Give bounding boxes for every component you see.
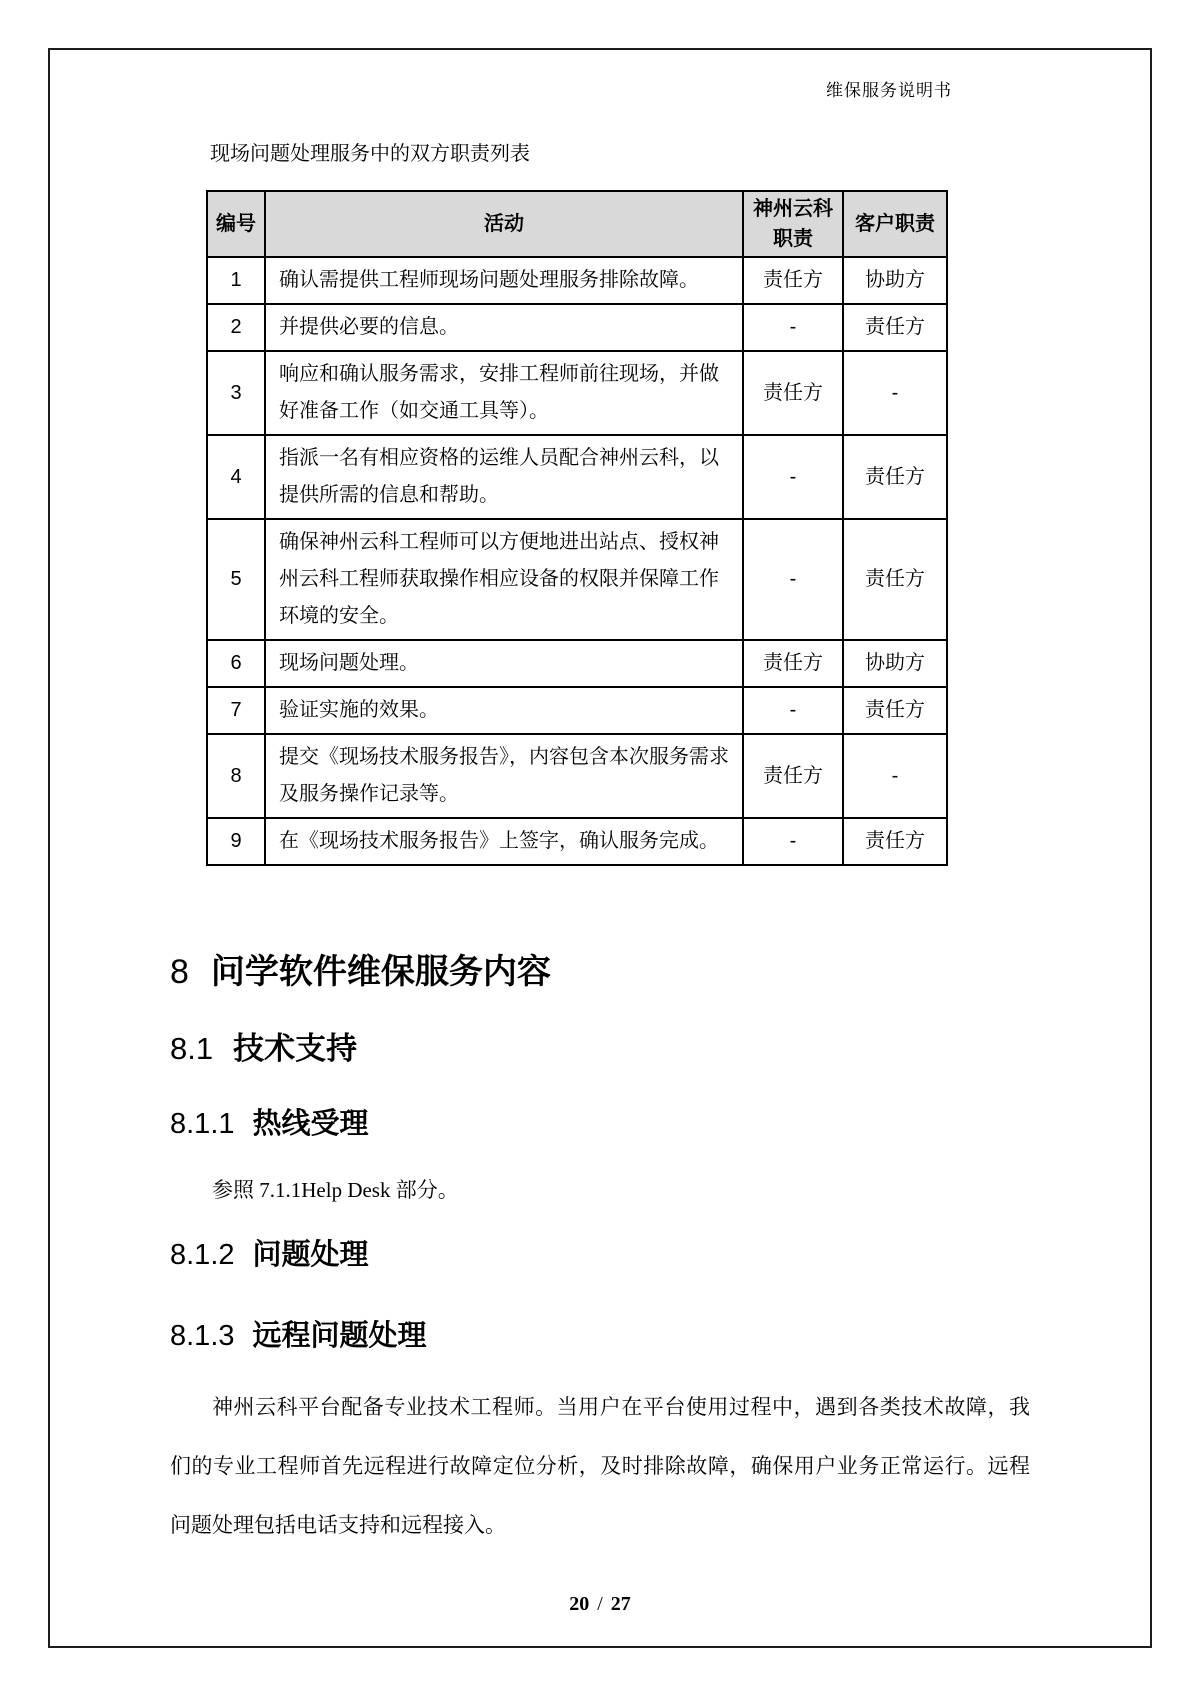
section-title: 问学软件维保服务内容 [210,953,551,991]
section-heading-8-1-3 [170,1313,1030,1354]
column-header-activity: 活动 [265,191,743,257]
row-id-cell: 7 [207,687,265,734]
section-title: 问题处理 [252,1239,369,1271]
column-header-customer: 客户职责 [843,191,947,257]
activity-cell: 确认需提供工程师现场问题处理服务排除故障。 [265,257,743,304]
activity-cell: 指派一名有相应资格的运维人员配合神州云科，以提供所需的信息和帮助。 [265,435,743,519]
section-heading-8 [170,944,1030,993]
customer-role-cell: 责任方 [843,687,947,734]
dsck-role-cell: - [743,435,843,519]
table-header-row [207,191,947,257]
table-row [207,687,947,734]
total-page-count: 27 [610,1593,631,1615]
table-caption: 现场问题处理服务中的双方职责列表 [210,143,530,165]
table-body [207,257,947,865]
row-id-cell: 3 [207,351,265,435]
table-row [207,257,947,304]
page-number-separator: / [597,1593,603,1615]
activity-cell: 提交《现场技术服务报告》，内容包含本次服务需求及服务操作记录等。 [265,734,743,818]
row-id-cell: 4 [207,435,265,519]
section-heading-8-1-1 [170,1101,1030,1142]
customer-role-cell: 责任方 [843,435,947,519]
section-number: 8.1.1 [170,1108,235,1140]
dsck-role-cell: - [743,304,843,351]
section-number: 8.1.2 [170,1239,235,1271]
table-row [207,640,947,687]
table-row [207,351,947,435]
dsck-role-cell: - [743,818,843,865]
row-id-cell: 1 [207,257,265,304]
customer-role-cell: 责任方 [843,519,947,640]
row-id-cell: 8 [207,734,265,818]
activity-cell: 并提供必要的信息。 [265,304,743,351]
row-id-cell: 2 [207,304,265,351]
body-paragraph: 神州云科平台配备专业技术工程师。当用户在平台使用过程中，遇到各类技术故障，我们的专业工程师首先远程进行故障定位分析，及时排除故障，确保用户业务正常运行。远程问题处理包括电话支持和远程接入。 [170,1396,1030,1537]
activity-cell: 验证实施的效果。 [265,687,743,734]
activity-cell: 确保神州云科工程师可以方便地进出站点、授权神州云科工程师获取操作相应设备的权限并保障工作环境的安全。 [265,519,743,640]
dsck-role-cell: 责任方 [743,257,843,304]
customer-role-cell: 责任方 [843,818,947,865]
reference-paragraph: 参照 7.1.1Help Desk 部分。 [212,1178,459,1202]
page-number-footer [50,1593,1150,1616]
responsibility-table [206,190,948,866]
row-id-cell: 9 [207,818,265,865]
activity-cell: 现场问题处理。 [265,640,743,687]
customer-role-cell: - [843,351,947,435]
dsck-role-cell: 责任方 [743,734,843,818]
customer-role-cell: 协助方 [843,257,947,304]
table-row [207,818,947,865]
column-header-dsck-line1: 神州云科 [753,198,833,220]
table-row [207,435,947,519]
customer-role-cell: - [843,734,947,818]
section-number: 8.1 [170,1031,214,1066]
table-row [207,519,947,640]
customer-role-cell: 责任方 [843,304,947,351]
column-header-dsck [743,191,843,257]
section-title: 远程问题处理 [252,1320,427,1352]
dsck-role-cell: 责任方 [743,640,843,687]
section-title: 技术支持 [233,1031,358,1066]
table-row [207,304,947,351]
activity-cell: 响应和确认服务需求，安排工程师前往现场，并做好准备工作（如交通工具等）。 [265,351,743,435]
dsck-role-cell: - [743,687,843,734]
section-number: 8.1.3 [170,1320,235,1352]
column-header-id: 编号 [207,191,265,257]
row-id-cell: 6 [207,640,265,687]
document-header-title: 维保服务说明书 [826,81,952,100]
activity-cell: 在《现场技术服务报告》上签字，确认服务完成。 [265,818,743,865]
section-heading-8-1-2 [170,1232,1030,1273]
page-border [48,48,1152,1648]
column-header-dsck-line2: 职责 [773,228,813,250]
section-heading-8-1 [170,1023,1030,1068]
dsck-role-cell: - [743,519,843,640]
dsck-role-cell: 责任方 [743,351,843,435]
page-content [50,50,1150,1646]
section-number: 8 [170,953,189,991]
current-page-number: 20 [569,1593,590,1615]
table-row [207,734,947,818]
section-title: 热线受理 [252,1108,369,1140]
row-id-cell: 5 [207,519,265,640]
customer-role-cell: 协助方 [843,640,947,687]
